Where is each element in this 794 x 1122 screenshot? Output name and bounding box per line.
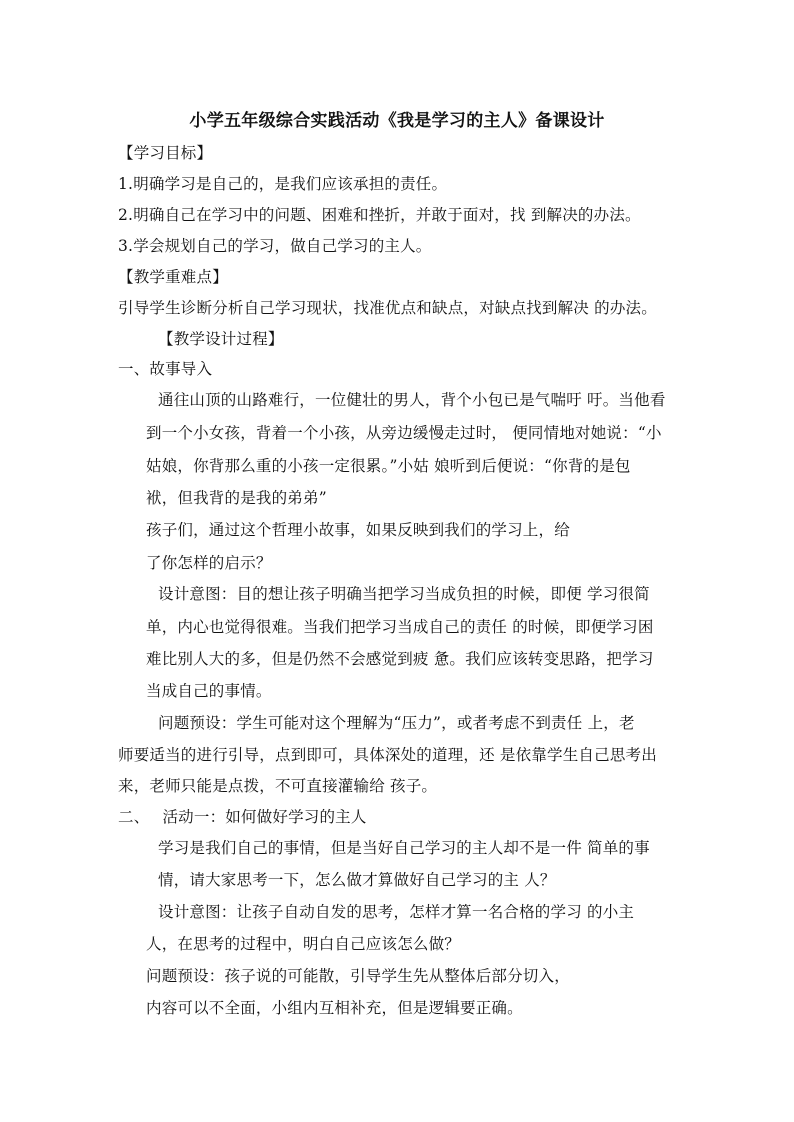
question-line: 孩子们，通过这个哲理小故事，如果反映到我们的学习上，给 [146,521,570,539]
activity-preset-line: 内容可以不全面，小组内互相补充，但是逻辑要正确。 [146,999,523,1017]
preset-line: 来，老师只能是点拨，不可直接灌输给 孩子。 [118,777,438,795]
story-line: 袱，但我背的是我的弟弟” [146,489,327,507]
activity-preset-line: 问题预设：孩子说的可能散，引导学生先从整体后部分切入， [146,967,570,985]
learning-goal-item: 2.明确自己在学习中的问题、困难和挫折，并敢于面对，找 到解决的办法。 [118,206,641,224]
intent-line: 当成自己的事情。 [146,682,272,700]
process-heading: 【教学设计过程】 [158,330,284,348]
question-line: 了你怎样的启示？ [146,554,272,572]
part1-heading: 一、故事导入 [118,360,213,378]
activity-intro-line: 学习是我们自己的事情，但是当好自己学习的主人却不是一件 简单的事 [158,839,650,857]
activity-intent-line: 设计意图：让孩子自动自发的思考，怎样才算一名合格的学习 的小主 [158,903,635,921]
intent-line: 难比别人大的多，但是仍然不会感觉到疲 惫。我们应该转变思路，把学习 [146,650,654,668]
story-line: 姑娘，你背那么重的小孩一定很累。”小姑 娘听到后便说：“你背的是包 [146,457,631,475]
learning-goals-heading: 【学习目标】 [118,144,213,162]
key-points-heading: 【教学重难点】 [118,268,228,286]
part2-heading: 二、 活动一：如何做好学习的主人 [118,808,367,826]
preset-line: 问题预设：学生可能对这个理解为“压力”，或者考虑不到责任 上，老 [158,714,635,732]
key-points-text: 引导学生诊断分析自己学习现状，找准优点和缺点，对缺点找到解决 的办法。 [118,299,657,317]
learning-goal-item: 3.学会规划自己的学习，做自己学习的主人。 [118,237,432,255]
story-line: 通往山顶的山路难行，一位健壮的男人，背个小包已是气喘吁 吁。当他看 [158,391,666,409]
intent-line: 设计意图：目的想让孩子明确当把学习当成负担的时候，即便 学习很简 [158,585,650,603]
activity-intent-line: 人，在思考的过程中，明白自己应该怎么做？ [146,935,461,953]
intent-line: 单，内心也觉得很难。当我们把学习当成自己的责任 的时候，即便学习困 [146,618,654,636]
document-title: 小学五年级综合实践活动《我是学习的主人》备课设计 [189,111,605,131]
activity-intro-line: 情，请大家思考一下，怎么做才算做好自己学习的主 人？ [158,871,556,889]
learning-goal-item: 1.明确学习是自己的，是我们应该承担的责任。 [118,175,448,193]
story-line: 到一个小女孩，背着一个小孩，从旁边缓慢走过时， 便同情地对她说：“小 [146,424,662,442]
preset-line: 师要适当的进行引导，点到即可，具体深处的道理，还 是依靠学生自己思考出 [118,746,657,764]
